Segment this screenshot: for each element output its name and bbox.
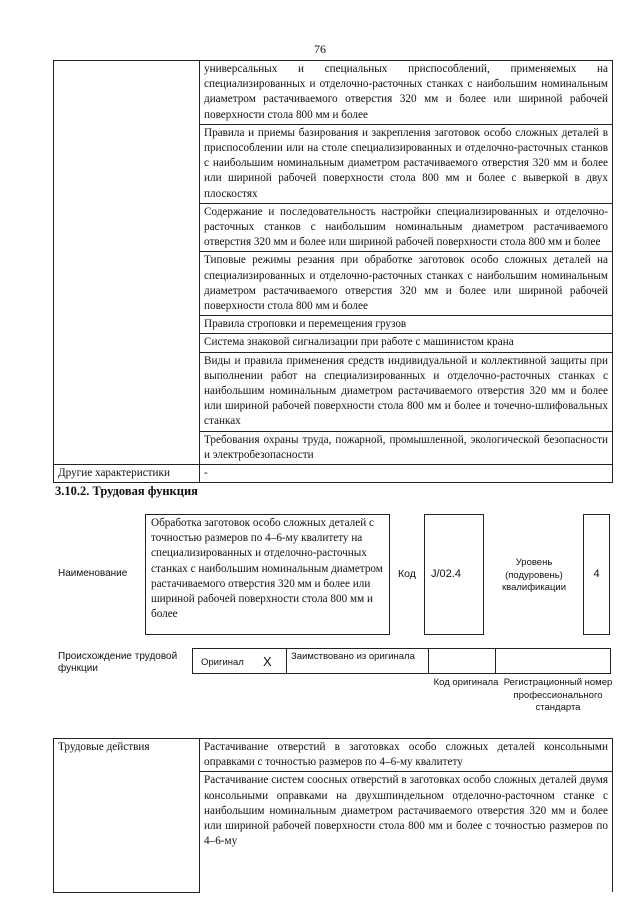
table-row: Содержание и последовательность настройки специализированных и отделочно-расточных станков с наибольшим номинальным диаметром растачиваемого отверстия 320 мм и более или шириной рабочей поверхности стола 800 мм и более [200,203,613,252]
actions-label: Трудовые действия [54,739,200,893]
table-row [200,772,613,893]
table-row: Типовые режимы резания при обработке заготовок особо сложных деталей на специализированных и отделочно-расточных станках с наибольшим номинальным диаметром растачиваемого отверстия 320 мм и более или шириной рабочей поверхности стола 800 мм и более [200,252,613,316]
origin-label: Происхождение трудовой функции [58,651,178,674]
table-row: Растачивание отверстий в заготовках особо сложных деталей консольными оправками с точностью размеров по 4–6-му квалитету [200,739,613,772]
other-characteristics-label: Другие характеристики [54,465,200,483]
table-row: Система знаковой сигнализации при работе с машинистом крана [200,334,613,352]
knowledge-table [53,60,613,483]
page-number: 76 [314,42,326,56]
name-label: Наименование [58,568,128,579]
section-title: 3.10.2. Трудовая функция [55,484,198,498]
origin-row [192,648,611,674]
reg-number-cell [495,648,611,674]
table-row: Виды и правила применения средств индивидуальной и коллективной защиты при выполнении работ на специализированных и отделочно-расточных станках с наибольшим номинальным диаметром растачиваемого отверстия 320 мм и более или шириной рабочей поверхности стола 800 мм и более и точечно-шлифовальных станках [200,352,613,431]
original-cell [192,648,287,674]
qualification-level-label: Уровень (подуровень) квалификации [501,557,567,593]
code-original-cell [428,648,496,674]
table-label-empty [54,61,200,465]
other-characteristics-value: - [200,465,613,483]
function-name-box: Обработка заготовок особо сложных деталей с точностью размеров по 4–6-му квалитету на специализированных и отделочно-расточных станках с наибольшим номинальным диаметром растачиваемого отверстия 320 мм и более или шириной рабочей поверхности стола 800 мм и более [145,514,390,635]
code-original-caption: Код оригинала [433,677,499,688]
borrowed-label: Заимствовано из оригинала [291,651,415,662]
actions-table [53,738,613,893]
original-mark: X [263,654,272,669]
code-label: Код [398,568,416,580]
borrowed-cell [286,648,429,674]
table-row-text: Растачивание систем соосных отверстий в заготовках особо сложных деталей двумя консольными оправками на двухшпиндельном отделочно-расточном станке с наибольшим номинальным диаметром растачиваемого отверстия 320 мм и более или шириной рабочей поверхности стола 800 мм и более с точностью размеров по 4–6-му [204,774,608,848]
table-row: универсальных и специальных приспособлений, применяемых на специализированных и отделочно-расточных станках с наибольшим номинальным диаметром растачиваемого отверстия 320 мм и более или шириной рабочей поверхности стола 800 мм и более [200,61,613,125]
qualification-level-box: 4 [583,514,610,635]
table-row: Правила строповки и перемещения грузов [200,316,613,334]
original-label: Оригинал [201,657,244,668]
code-box: J/02.4 [424,514,484,635]
table-row: Требования охраны труда, пожарной, промышленной, экологической безопасности и электробезопасности [200,431,613,464]
reg-number-caption: Регистрационный номер профессионального стандарта [503,677,613,713]
table-row: Правила и приемы базирования и закрепления заготовок особо сложных деталей в приспособлении или на столе специализированных и отделочно-расточных станков с наибольшим номинальным диаметром растачиваемого отверстия 320 мм и более или шириной рабочей поверхности стола 800 мм и более с выверкой в двух плоскостях [200,124,613,203]
